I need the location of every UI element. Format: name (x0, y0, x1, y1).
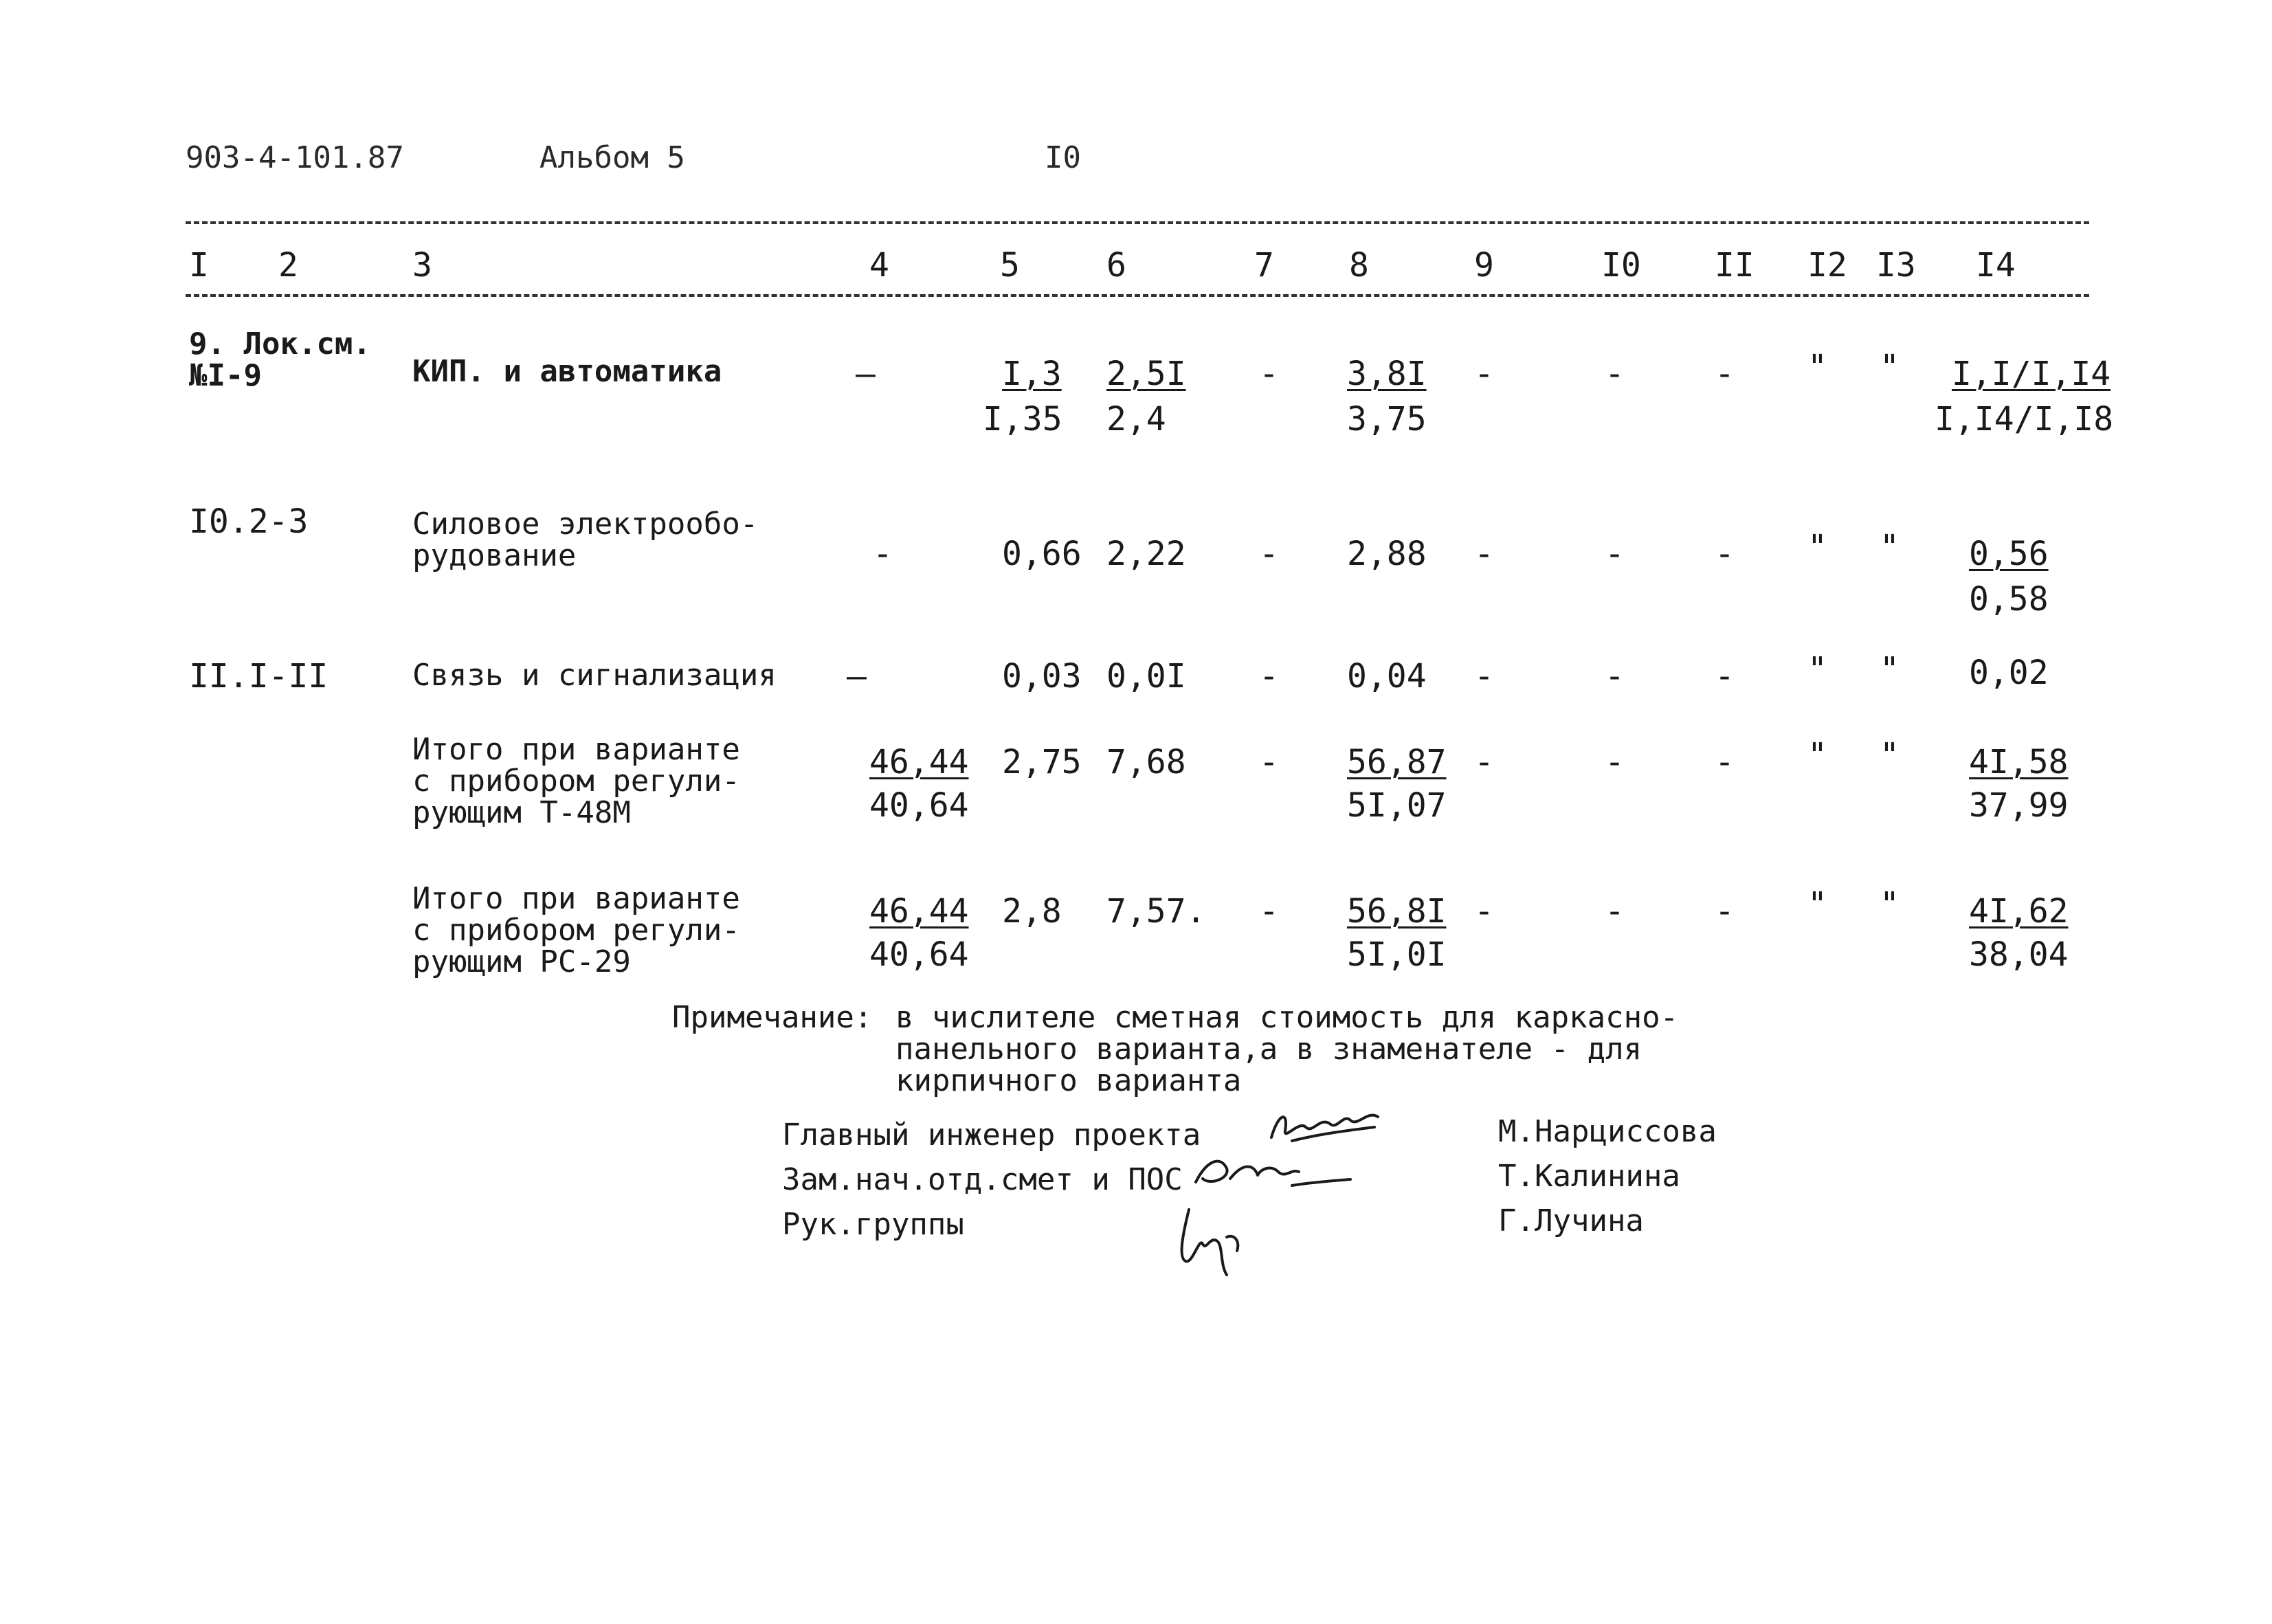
cell-col13: " (1880, 736, 1900, 775)
column-header: 3 (412, 246, 432, 285)
cell-col10: - (1605, 535, 1625, 573)
cell-col9: - (1474, 535, 1494, 573)
row-name: Итого при варианте с прибором регули- рующим Т-48М (412, 732, 740, 830)
cell-col4: — (856, 355, 876, 393)
cell-col6-bottom: 2,4 (1106, 400, 1166, 438)
handwritten-signature-1 (1265, 1100, 1388, 1155)
signatory-name: М.Нарциссова (1498, 1114, 1717, 1149)
column-header: I0 (1601, 246, 1641, 285)
column-header: I2 (1807, 246, 1847, 285)
signatory-role: Главный инженер проекта (782, 1117, 1201, 1153)
cell-col8-bottom: 5I,07 (1347, 786, 1447, 825)
cell-col10: - (1605, 892, 1625, 931)
column-header: 5 (1000, 246, 1020, 285)
table-header-rule (186, 294, 2089, 297)
cell-col11: - (1715, 355, 1735, 393)
cell-col12: " (1807, 528, 1827, 566)
cell-col4: - (873, 535, 893, 573)
cell-col6: 7,57. (1106, 892, 1206, 931)
cell-col5-top: I,3 (1002, 355, 1062, 393)
row-name: Связь и сигнализация (412, 658, 777, 693)
cell-col4-top: 46,44 (869, 892, 969, 931)
cell-col14-top: 0,56 (1969, 535, 2049, 573)
note-label: Примечание: (672, 1000, 873, 1035)
cell-col7: - (1259, 657, 1279, 696)
cell-col7: - (1259, 892, 1279, 931)
cell-col8-bottom: 5I,0I (1347, 935, 1447, 974)
column-header: 4 (869, 246, 889, 285)
cell-col12: " (1807, 348, 1827, 386)
handwritten-signature-2 (1189, 1148, 1354, 1196)
cell-col5-bottom: I,35 (983, 400, 1062, 438)
cell-col9: - (1474, 743, 1494, 781)
signatory-role: Рук.группы (782, 1207, 964, 1242)
cell-col4-top: 46,44 (869, 743, 969, 781)
cell-col8-top: 3,8I (1347, 355, 1427, 393)
signatory-name: Г.Лучина (1498, 1203, 1644, 1238)
doc-code: 903-4-101.87 (186, 140, 404, 175)
cell-col9: - (1474, 355, 1494, 393)
column-header: I4 (1976, 246, 2016, 285)
row-code: 9. Лок.см. №I-9 (189, 326, 371, 393)
cell-col8: 0,04 (1347, 657, 1427, 696)
cell-col12: " (1807, 885, 1827, 924)
column-header: 2 (278, 246, 298, 285)
cell-col7: - (1259, 535, 1279, 573)
cell-col14-bottom: I,I4/I,I8 (1935, 400, 2114, 438)
cell-col11: - (1715, 892, 1735, 931)
cell-col4-bottom: 40,64 (869, 935, 969, 974)
cell-col13: " (1880, 650, 1900, 689)
cell-col9: - (1474, 657, 1494, 696)
cell-col12: " (1807, 650, 1827, 689)
cell-col13: " (1880, 885, 1900, 924)
cell-col14-bottom: 0,58 (1969, 580, 2049, 619)
cell-col8-bottom: 3,75 (1347, 400, 1427, 438)
cell-col14: 0,02 (1969, 654, 2049, 692)
cell-col14-bottom: 38,04 (1969, 935, 2069, 974)
cell-col12: " (1807, 736, 1827, 775)
cell-col4: — (847, 657, 867, 696)
cell-col10: - (1605, 743, 1625, 781)
cell-col4-bottom: 40,64 (869, 786, 969, 825)
cell-col6: 2,22 (1106, 535, 1186, 573)
column-header: I3 (1876, 246, 1916, 285)
cell-col14-top: 4I,58 (1969, 743, 2069, 781)
cell-col9: - (1474, 892, 1494, 931)
page-number: I0 (1045, 140, 1081, 175)
column-header: 8 (1349, 246, 1369, 285)
cell-col8-top: 56,87 (1347, 743, 1447, 781)
row-name: Силовое электрообо- рудование (412, 507, 759, 573)
row-code: I0.2-3 (189, 502, 309, 541)
cell-col6: 0,0I (1106, 657, 1186, 696)
row-name: КИП. и автоматика (412, 354, 722, 389)
cell-col10: - (1605, 657, 1625, 696)
album-label: Альбом 5 (539, 140, 685, 175)
signatory-role: Зам.нач.отд.смет и ПОС (782, 1162, 1183, 1197)
cell-col5: 0,03 (1002, 657, 1082, 696)
cell-col5: 2,8 (1002, 892, 1062, 931)
handwritten-signature-3 (1168, 1196, 1265, 1292)
row-name: Итого при варианте с прибором регули- рующим РС-29 (412, 881, 740, 979)
table-top-rule (186, 221, 2089, 224)
column-header: II (1715, 246, 1755, 285)
cell-col8: 2,88 (1347, 535, 1427, 573)
cell-col8-top: 56,8I (1347, 892, 1447, 931)
column-header: 9 (1474, 246, 1494, 285)
cell-col7: - (1259, 355, 1279, 393)
cell-col11: - (1715, 743, 1735, 781)
cell-col14-top: 4I,62 (1969, 892, 2069, 931)
cell-col11: - (1715, 657, 1735, 696)
cell-col11: - (1715, 535, 1735, 573)
signatory-name: Т.Калинина (1498, 1159, 1680, 1194)
column-header: I (189, 246, 209, 285)
cell-col7: - (1259, 743, 1279, 781)
cell-col14-top: I,I/I,I4 (1952, 355, 2111, 393)
cell-col6: 7,68 (1106, 743, 1186, 781)
cell-col14-bottom: 37,99 (1969, 786, 2069, 825)
note-text: в числителе сметная стоимость для каркасно- панельного варианта,а в знаменателе - для кирпичного варианта (895, 1000, 1679, 1098)
row-code: II.I-II (189, 657, 328, 696)
cell-col13: " (1880, 528, 1900, 566)
cell-col6-top: 2,5I (1106, 355, 1186, 393)
column-header: 6 (1106, 246, 1126, 285)
cell-col10: - (1605, 355, 1625, 393)
column-header: 7 (1254, 246, 1274, 285)
cell-col5: 0,66 (1002, 535, 1082, 573)
cell-col13: " (1880, 348, 1900, 386)
cell-col5: 2,75 (1002, 743, 1082, 781)
